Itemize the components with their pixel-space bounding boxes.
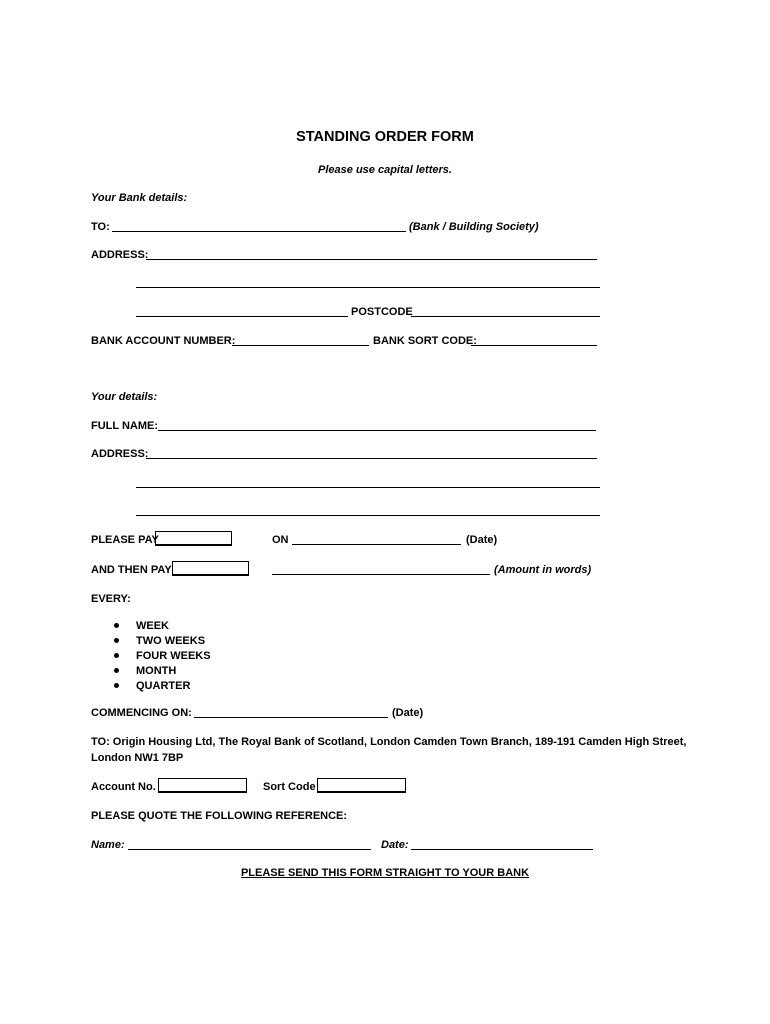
frequency-option[interactable]: WEEK [136, 620, 169, 632]
reference-date-label: Date: [381, 839, 409, 851]
your-address-label: ADDRESS: [91, 448, 149, 460]
payee-address-line-1: TO: Origin Housing Ltd, The Royal Bank of Scotland, London Camden Town Branch, 189-191 Camden High Street, [91, 736, 687, 748]
first-payment-date-suffix: (Date) [466, 534, 498, 546]
your-address-line-2[interactable] [136, 487, 600, 488]
bullet-icon [114, 668, 119, 673]
payee-account-number-box[interactable] [158, 778, 247, 793]
bullet-icon [114, 653, 119, 658]
bank-address-line-1[interactable] [146, 259, 597, 260]
first-payment-amount-box[interactable] [155, 531, 232, 546]
reference-name-label: Name: [91, 839, 125, 851]
bank-address-line-2[interactable] [136, 287, 600, 288]
payee-sort-code-box[interactable] [317, 778, 406, 793]
instruction-text: Please use capital letters. [318, 164, 452, 176]
frequency-option[interactable]: TWO WEEKS [136, 635, 206, 647]
sort-code-label: Sort Code [263, 781, 316, 793]
frequency-option[interactable]: QUARTER [136, 680, 191, 692]
frequency-option[interactable]: FOUR WEEKS [136, 650, 211, 662]
bank-postcode-label: POSTCODE [351, 306, 413, 318]
your-address-line-1[interactable] [146, 458, 597, 459]
on-label: ON [272, 534, 289, 546]
commencing-on-label: COMMENCING ON: [91, 707, 192, 719]
bank-to-suffix: (Bank / Building Society) [409, 221, 539, 233]
bullet-icon [114, 638, 119, 643]
account-no-label: Account No. [91, 781, 156, 793]
bank-address-line-3[interactable] [136, 316, 348, 317]
frequency-option[interactable]: MONTH [136, 665, 177, 677]
payee-address-line-2: London NW1 7BP [91, 752, 184, 764]
bank-sort-code-label: BANK SORT CODE: [373, 335, 477, 347]
your-address-line-3[interactable] [136, 515, 600, 516]
amount-in-words-field[interactable] [272, 574, 490, 575]
footer-instruction: PLEASE SEND THIS FORM STRAIGHT TO YOUR BANK [240, 867, 530, 879]
bank-sort-code-field[interactable] [471, 345, 597, 346]
and-then-pay-label: AND THEN PAY [91, 564, 172, 576]
reference-date-field[interactable] [411, 849, 593, 850]
page-title: STANDING ORDER FORM [296, 129, 474, 145]
commencing-date-field[interactable] [194, 717, 388, 718]
please-pay-label: PLEASE PAY [91, 534, 159, 546]
bullet-icon [114, 683, 119, 688]
amount-in-words-suffix: (Amount in words) [494, 564, 592, 576]
commencing-date-suffix: (Date) [392, 707, 424, 719]
bank-details-heading: Your Bank details: [91, 192, 188, 204]
bank-to-label: TO: [91, 221, 110, 233]
reference-heading: PLEASE QUOTE THE FOLLOWING REFERENCE: [91, 810, 348, 822]
bank-name-field[interactable] [112, 231, 406, 232]
bank-address-label: ADDRESS: [91, 249, 149, 261]
bank-account-number-label: BANK ACCOUNT NUMBER: [91, 335, 236, 347]
full-name-field[interactable] [158, 430, 596, 431]
every-label: EVERY: [91, 593, 131, 605]
bullet-icon [114, 623, 119, 628]
bank-account-number-field[interactable] [232, 345, 369, 346]
your-details-heading: Your details: [91, 391, 158, 403]
first-payment-date-field[interactable] [292, 544, 461, 545]
regular-payment-amount-box[interactable] [172, 561, 249, 576]
reference-name-field[interactable] [128, 849, 371, 850]
bank-postcode-field[interactable] [411, 316, 600, 317]
full-name-label: FULL NAME: [91, 420, 159, 432]
